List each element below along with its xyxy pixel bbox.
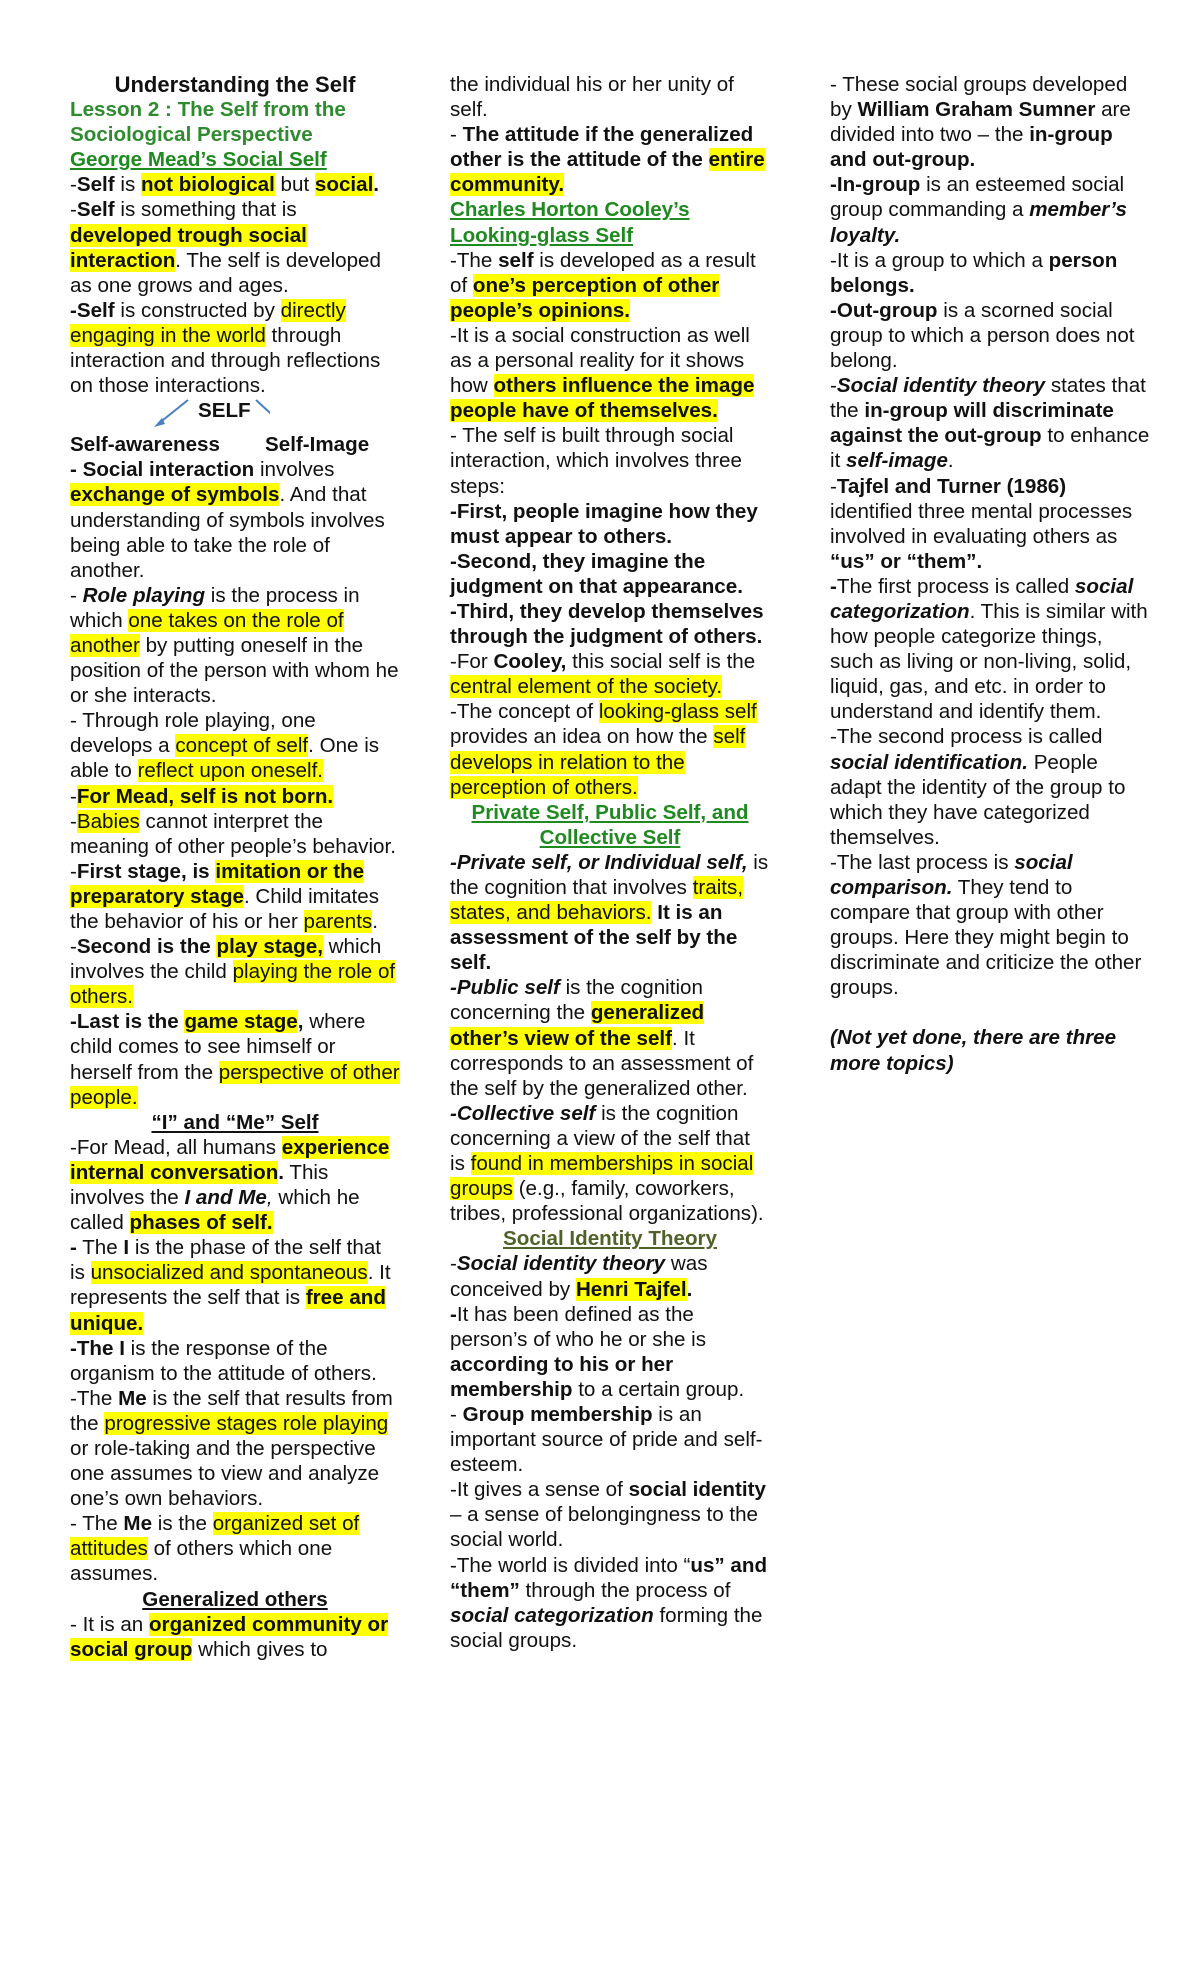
paragraph: -It gives a sense of social identity – a sense of belongingness to the social world. [450, 1478, 766, 1552]
paragraph: -Self is something that is developed trough social interaction. The self is developed as one grows and ages. [70, 198, 381, 297]
paragraph: -Private self, or Individual self, is the cognition that involves traits, states, and behaviors. It is an assessment of the self by the self. [450, 850, 769, 975]
footer-note: (Not yet done, there are three more topics) [830, 1026, 1117, 1075]
paragraph: -The I is the response of the organism to the attitude of others. [70, 1336, 377, 1385]
private-public-heading: Private Self, Public Self, and Collective Self [471, 800, 749, 849]
paragraph: - The I is the phase of the self that is unsocialized and spontaneous. It represents the self that is free and unique. [70, 1236, 391, 1335]
paragraph: -Social identity theory states that the in-group will discriminate against the out-group to enhance it self-image. [830, 374, 1150, 473]
paragraph: - These social groups developed by William Graham Sumner are divided into two – the in-group and out-group. [830, 73, 1131, 172]
paragraph: -Self is constructed by directly engaging in the world through interaction and through reflections on those interactions. [70, 298, 381, 398]
paragraph: -It is a group to which a person belongs. [830, 248, 1118, 297]
paragraph: - Role playing is the process in which one takes on the role of another by putting oneself in the position of the person with whom he or she interacts. [70, 583, 399, 708]
paragraph: - The Me is the organized set of attitudes of others which one assumes. [70, 1512, 360, 1586]
paragraph: -Social identity theory was conceived by Henri Tajfel. [450, 1252, 708, 1301]
paragraph: -First, people imagine how they must appear to others. [450, 499, 758, 548]
sit-heading: Social Identity Theory [503, 1227, 717, 1251]
paragraph: - The self is built through social interaction, which involves three steps: [450, 424, 742, 498]
paragraph: -It is a social construction as well as a personal reality for it shows how others influence the image people have of themselves. [450, 323, 755, 423]
paragraph: - Group membership is an important source of pride and self-esteem. [450, 1402, 763, 1477]
i-me-heading: “I” and “Me” Self [151, 1110, 319, 1134]
paragraph: -Out-group is a scorned social group to which a person does not belong. [830, 298, 1135, 373]
paragraph: -First stage, is imitation or the preparatory stage. Child imitates the behavior of his or her parents. [70, 859, 380, 933]
page-title: Understanding the Self [114, 72, 356, 97]
paragraph: -For Cooley, this social self is the central element of the society. [450, 650, 756, 699]
paragraph: -The world is divided into “us” and “them” through the process of social categorization forming the social groups. [450, 1553, 768, 1652]
paragraph: -The Me is the self that results from the progressive stages role playing or role-taking and the perspective one assumes to view and analyze one’s own behaviors. [70, 1386, 393, 1511]
paragraph: -In-group is an esteemed social group commanding a member’s loyalty. [830, 173, 1127, 247]
diagram-left-label: Self-awareness [70, 433, 220, 457]
cooley-heading: Charles Horton Cooley’s Looking-glass Self [450, 198, 690, 247]
paragraph: -Second is the play stage, which involves the child playing the role of others. [70, 935, 396, 1009]
paragraph: -The first process is called social categorization. This is similar with how people categorize things, such as living or non-living, solid, liquid, gas, and etc. in order to understand and identify them. [830, 574, 1148, 724]
column-3 [830, 72, 1150, 1076]
paragraph: - It is an organized community or social group which gives to [70, 1612, 389, 1661]
column-1 [70, 72, 400, 1662]
generalized-others-heading: Generalized others [142, 1587, 328, 1611]
paragraph: -Third, they develop themselves through the judgment of others. [450, 599, 764, 649]
paragraph: -It has been defined as the person’s of who he or she is according to his or her membership to a certain group. [450, 1302, 745, 1401]
self-diagram [70, 398, 400, 428]
paragraph: -The self is developed as a result of one’s perception of other people’s opinions. [450, 248, 756, 322]
paragraph: -The last process is social comparison. They tend to compare that group with other groups. Here they might begin to discriminate and criticize the other groups. [830, 850, 1142, 1000]
paragraph: -Public self is the cognition concerning the generalized other’s view of the self. It corresponds to an assessment of the self by the generalized other. [450, 976, 754, 1100]
paragraph: -For Mead, all humans experience internal conversation. This involves the I and Me, which he called phases of self. [70, 1135, 390, 1235]
paragraph: -Collective self is the cognition concerning a view of the self that is found in memberships in social groups (e.g., family, coworkers, tribes, professional organizations). [450, 1101, 764, 1226]
paragraph: -Second, they imagine the judgment on that appearance. [450, 549, 743, 598]
column-2 [450, 72, 770, 1653]
paragraph: -For Mead, self is not born. [70, 784, 334, 808]
mead-heading: George Mead’s Social Self [70, 148, 327, 172]
paragraph: -Last is the game stage, where child comes to see himself or herself from the perspective of other people. [70, 1010, 400, 1109]
paragraph: - Through role playing, one develops a concept of self. One is able to reflect upon oneself. [70, 709, 380, 783]
paragraph: the individual his or her unity of self. [450, 73, 734, 122]
paragraph: - Social interaction involves exchange of symbols. And that understanding of symbols involves being able to take the role of another. [70, 458, 385, 582]
paragraph: -The concept of looking-glass self provides an idea on how the self develops in relation to the perception of others. [450, 700, 757, 799]
lesson-heading: Lesson 2 : The Self from the Sociological Perspective [70, 98, 346, 147]
diagram-right-label: Self-Image [265, 433, 370, 457]
paragraph: - The attitude if the generalized other is the attitude of the entire community. [450, 123, 765, 197]
paragraph: -Tajfel and Turner (1986) identified three mental processes involved in evaluating others as “us” or “them”. [830, 474, 1133, 573]
paragraph: -The second process is called social identification. People adapt the identity of the group to which they have categorized themselves. [830, 725, 1126, 849]
diagram-branches [70, 432, 400, 457]
paragraph: -Self is not biological but social. [70, 173, 380, 197]
diagram-self-label: SELF [198, 399, 251, 423]
paragraph: -Babies cannot interpret the meaning of other people’s behavior. [70, 809, 396, 858]
